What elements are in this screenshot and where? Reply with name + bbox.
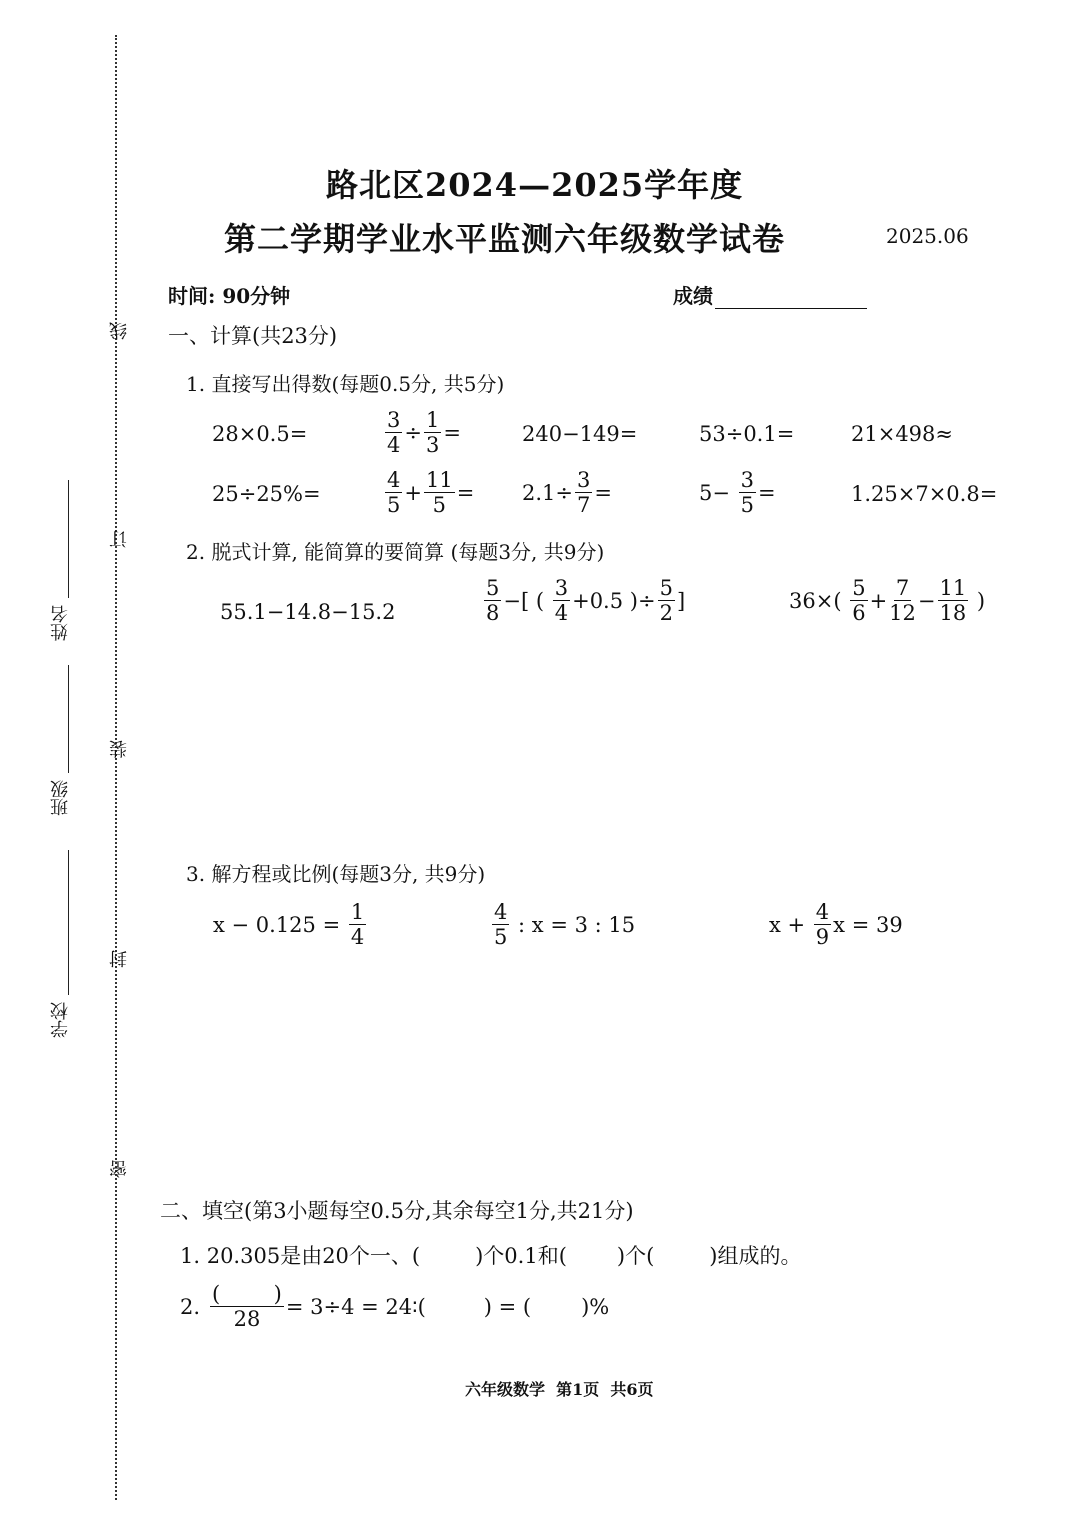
fraction: [938, 578, 969, 624]
numerator: 3: [577, 468, 591, 492]
class-label: 班级: [50, 780, 71, 816]
math-expression: [789, 578, 985, 624]
math-expression: [383, 410, 461, 456]
denominator: 6: [852, 601, 866, 625]
name-field[interactable]: [68, 480, 69, 598]
fill-q1-part: 1. 20.305是由20个一、(: [180, 1244, 421, 1268]
numerator: 5: [486, 576, 500, 600]
fraction: [739, 470, 756, 516]
expression-text: +: [869, 589, 888, 613]
exam-date: 2025.06: [886, 224, 969, 248]
math-expression: [212, 422, 307, 446]
title-line-1: 路北区2024—2025学年度: [326, 166, 744, 204]
expression-text: =: [443, 421, 461, 445]
math-expression: [522, 422, 637, 446]
numerator: 1: [350, 900, 365, 924]
numerator: 1: [425, 408, 440, 432]
seal-char-xian: 线: [109, 322, 130, 340]
math-expression: [851, 422, 953, 446]
denominator: 2: [659, 601, 673, 625]
fraction: [385, 470, 402, 516]
fraction: [424, 410, 441, 456]
expression-text: =: [594, 481, 612, 505]
fraction: [814, 902, 831, 948]
expression-text: 53÷0.1=: [699, 422, 795, 446]
denominator: 4: [554, 601, 569, 625]
school-field[interactable]: [68, 850, 69, 995]
math-expression: [522, 470, 612, 516]
school-label: 学校: [50, 1002, 71, 1038]
expression-text: −[ (: [503, 589, 551, 613]
expression-text: −: [917, 589, 936, 613]
expression-text: x = 39: [833, 913, 903, 937]
title-line-2: 第二学期学业水平监测六年级数学试卷: [224, 220, 786, 258]
fraction: [889, 578, 916, 624]
fraction: [850, 578, 867, 624]
numerator: 5: [659, 576, 673, 600]
math-expression: [220, 600, 395, 624]
fraction: [658, 578, 675, 624]
fill-q1-part: )个(: [616, 1244, 655, 1268]
fraction: [385, 410, 402, 456]
fraction: [492, 902, 509, 948]
expression-text: +: [404, 481, 422, 505]
expression-text: =: [758, 481, 776, 505]
math-expression: [699, 470, 776, 516]
denominator: 5: [494, 925, 508, 949]
fraction: [349, 902, 366, 948]
expression-text: 240−149=: [522, 422, 638, 446]
math-expression: [482, 578, 685, 624]
fill-q2-number: 2.: [180, 1295, 201, 1319]
score-blank[interactable]: [715, 288, 867, 309]
q2-heading: 2. 脱式计算, 能简算的要简算 (每题3分, 共9分): [186, 540, 605, 564]
class-field[interactable]: [68, 665, 69, 773]
binding-dotted-line: [115, 35, 117, 1500]
denominator: 5: [740, 493, 755, 517]
expression-text: 36×(: [789, 589, 849, 613]
score-label: 成绩: [673, 284, 713, 308]
q1-heading: 1. 直接写出得数(每题0.5分, 共5分): [186, 372, 505, 396]
denominator: 5: [432, 493, 447, 517]
expression-text: 28×0.5=: [212, 422, 308, 446]
seal-char-zhuang: 装: [109, 740, 130, 758]
score-field[interactable]: [673, 280, 867, 309]
denominator: 3: [425, 433, 440, 457]
page-footer: 六年级数学 第1页 共6页: [465, 1380, 654, 1399]
math-expression: [383, 470, 474, 516]
expression-text: 25÷25%=: [212, 482, 321, 506]
numerator: 11: [425, 468, 453, 492]
denominator: 4: [350, 925, 365, 949]
expression-text: +0.5 )÷: [572, 589, 656, 613]
numerator: 3: [387, 408, 401, 432]
fraction: [484, 578, 501, 624]
denominator: 7: [577, 493, 591, 517]
fraction: [553, 578, 570, 624]
math-expression: [490, 902, 635, 948]
math-expression: [213, 902, 368, 948]
denominator: 12: [889, 601, 916, 625]
fill-q2: [180, 1284, 609, 1330]
section-1-heading: 一、计算(共23分): [168, 324, 338, 348]
numerator: 7: [895, 576, 910, 600]
expression-text: 2.1÷: [522, 481, 573, 505]
expression-text: x − 0.125 =: [213, 913, 347, 937]
expression-text: ÷: [404, 421, 422, 445]
q3-heading: 3. 解方程或比例(每题3分, 共9分): [186, 862, 486, 886]
expression-text: 1.25×7×0.8=: [851, 482, 998, 506]
math-expression: [851, 482, 997, 506]
expression-text: =: [456, 481, 475, 505]
fill-blank[interactable]: ( ): [212, 1282, 282, 1306]
fill-q1-part: )个0.1和(: [475, 1244, 567, 1268]
seal-char-mi: 密: [109, 1160, 130, 1178]
math-expression: [769, 902, 903, 948]
denominator: 28: [233, 1307, 261, 1331]
fill-q2-part: ) = (: [483, 1295, 532, 1319]
math-expression: [212, 482, 321, 506]
denominator: 5: [387, 493, 401, 517]
numerator: 3: [740, 468, 755, 492]
numerator: 3: [554, 576, 569, 600]
expression-text: ): [970, 589, 986, 613]
expression-text: 5−: [699, 481, 737, 505]
denominator: 9: [815, 925, 830, 949]
math-expression: [699, 422, 794, 446]
expression-text: : x = 3 : 15: [511, 913, 636, 937]
numerator: 4: [815, 900, 830, 924]
name-label: 姓名: [50, 605, 71, 641]
numerator: 11: [939, 576, 967, 600]
expression-text: 21×498≈: [851, 422, 953, 446]
expression-text: ]: [676, 589, 686, 613]
expression-text: 55.1−14.8−15.2: [220, 600, 396, 624]
numerator: 4: [387, 468, 401, 492]
fill-q2-part: = 3÷4 = 24∶(: [285, 1295, 426, 1319]
denominator: 8: [486, 601, 500, 625]
seal-char-ding: 订: [109, 530, 130, 548]
fill-q2-part: )%: [581, 1295, 610, 1319]
fill-q1-part: )组成的。: [709, 1244, 802, 1268]
fraction: [210, 1284, 284, 1330]
expression-text: x +: [769, 913, 812, 937]
fraction: [424, 470, 455, 516]
fill-q1: [180, 1240, 802, 1270]
time-label: 时间: 90分钟: [168, 284, 291, 308]
numerator: 4: [494, 900, 508, 924]
denominator: 4: [387, 433, 401, 457]
fraction: [575, 470, 592, 516]
denominator: 18: [939, 601, 967, 625]
seal-char-feng: 封: [109, 950, 130, 968]
section-2-heading: 二、填空(第3小题每空0.5分,其余每空1分,共21分): [160, 1199, 634, 1223]
numerator: 5: [852, 576, 866, 600]
